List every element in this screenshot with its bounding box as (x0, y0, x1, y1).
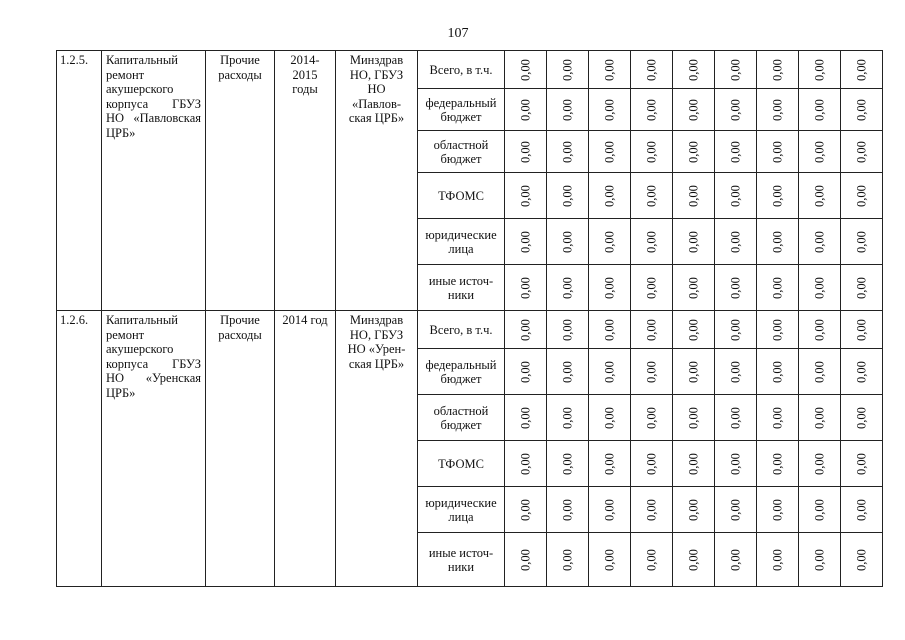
value-text: 0,00 (854, 360, 868, 383)
funding-source-label: иные источ- ники (418, 533, 505, 587)
value-text: 0,00 (812, 230, 826, 253)
value-cell (631, 51, 673, 89)
value-text: 0,00 (728, 498, 742, 521)
value-cell (505, 219, 547, 265)
value-cell (631, 533, 673, 587)
value-cell (547, 173, 589, 219)
value-text: 0,00 (728, 140, 742, 163)
value-text: 0,00 (560, 452, 574, 475)
value-text: 0,00 (812, 548, 826, 571)
value-text: 0,00 (854, 406, 868, 429)
value-text: 0,00 (518, 498, 532, 521)
item-name: Капитальный ремонт акушерского корпуса ГБУЗ НО «Уренская ЦРБ» (102, 311, 206, 587)
value-text: 0,00 (854, 276, 868, 299)
value-cell (505, 51, 547, 89)
value-cell (673, 487, 715, 533)
table-body (57, 51, 883, 587)
value-text: 0,00 (602, 98, 616, 121)
value-text: 0,00 (686, 98, 700, 121)
value-cell (841, 395, 883, 441)
value-cell (631, 219, 673, 265)
value-text: 0,00 (602, 498, 616, 521)
value-cell (505, 533, 547, 587)
value-text: 0,00 (770, 318, 784, 341)
value-text: 0,00 (686, 58, 700, 81)
item-period: 2014 год (275, 311, 336, 587)
value-text: 0,00 (644, 98, 658, 121)
value-cell (631, 311, 673, 349)
value-cell (841, 349, 883, 395)
value-cell (841, 487, 883, 533)
value-text: 0,00 (854, 140, 868, 163)
value-cell (841, 89, 883, 131)
value-text: 0,00 (812, 498, 826, 521)
value-cell (715, 219, 757, 265)
value-cell (841, 265, 883, 311)
value-text: 0,00 (770, 140, 784, 163)
value-text: 0,00 (602, 230, 616, 253)
value-text: 0,00 (854, 452, 868, 475)
value-cell (673, 219, 715, 265)
value-text: 0,00 (728, 276, 742, 299)
page-number: 107 (447, 26, 469, 41)
value-cell (547, 265, 589, 311)
value-cell (799, 349, 841, 395)
value-cell (631, 131, 673, 173)
value-text: 0,00 (644, 230, 658, 253)
value-cell (799, 173, 841, 219)
funding-source-label: областной бюджет (418, 131, 505, 173)
value-cell (841, 173, 883, 219)
value-cell (841, 131, 883, 173)
item-name: Капитальный ремонт акушерского корпуса ГБУЗ НО «Павловская ЦРБ» (102, 51, 206, 311)
value-cell (799, 219, 841, 265)
value-cell (673, 533, 715, 587)
value-text: 0,00 (770, 58, 784, 81)
value-text: 0,00 (686, 140, 700, 163)
value-cell (757, 265, 799, 311)
value-cell (841, 441, 883, 487)
value-text: 0,00 (644, 452, 658, 475)
value-text: 0,00 (686, 184, 700, 207)
value-cell (631, 265, 673, 311)
value-cell (757, 131, 799, 173)
value-text: 0,00 (602, 452, 616, 475)
value-cell (715, 173, 757, 219)
value-cell (547, 89, 589, 131)
value-cell (547, 349, 589, 395)
value-text: 0,00 (518, 230, 532, 253)
value-text: 0,00 (560, 58, 574, 81)
value-cell (757, 349, 799, 395)
value-text: 0,00 (518, 360, 532, 383)
value-text: 0,00 (854, 184, 868, 207)
value-text: 0,00 (812, 98, 826, 121)
value-cell (757, 51, 799, 89)
item-number: 1.2.6. (57, 311, 102, 587)
value-text: 0,00 (644, 276, 658, 299)
value-text: 0,00 (728, 406, 742, 429)
value-text: 0,00 (770, 548, 784, 571)
value-text: 0,00 (728, 98, 742, 121)
value-cell (631, 173, 673, 219)
funding-source-label: Всего, в т.ч. (418, 311, 505, 349)
value-cell (799, 51, 841, 89)
value-text: 0,00 (686, 548, 700, 571)
expense-type: Прочие расходы (206, 51, 275, 311)
value-text: 0,00 (602, 276, 616, 299)
value-cell (715, 131, 757, 173)
value-text: 0,00 (560, 230, 574, 253)
value-text: 0,00 (812, 184, 826, 207)
value-cell (715, 349, 757, 395)
table-row (57, 51, 883, 89)
value-text: 0,00 (518, 548, 532, 571)
value-text: 0,00 (602, 360, 616, 383)
value-text: 0,00 (728, 548, 742, 571)
value-text: 0,00 (770, 276, 784, 299)
funding-source-label: ТФОМС (418, 173, 505, 219)
value-cell (505, 441, 547, 487)
value-text: 0,00 (812, 276, 826, 299)
value-text: 0,00 (518, 184, 532, 207)
value-text: 0,00 (686, 276, 700, 299)
funding-source-label: федеральный бюджет (418, 89, 505, 131)
value-text: 0,00 (644, 140, 658, 163)
value-cell (757, 441, 799, 487)
value-text: 0,00 (560, 318, 574, 341)
value-cell (505, 265, 547, 311)
value-cell (547, 533, 589, 587)
value-text: 0,00 (770, 406, 784, 429)
value-cell (547, 487, 589, 533)
value-text: 0,00 (644, 184, 658, 207)
value-cell (589, 395, 631, 441)
value-cell (631, 349, 673, 395)
value-text: 0,00 (770, 452, 784, 475)
value-cell (715, 89, 757, 131)
value-text: 0,00 (728, 184, 742, 207)
value-text: 0,00 (812, 406, 826, 429)
value-text: 0,00 (770, 360, 784, 383)
value-text: 0,00 (812, 452, 826, 475)
value-text: 0,00 (602, 184, 616, 207)
value-text: 0,00 (602, 406, 616, 429)
value-cell (799, 533, 841, 587)
value-text: 0,00 (854, 98, 868, 121)
value-text: 0,00 (602, 58, 616, 81)
value-cell (673, 441, 715, 487)
funding-source-label: иные источ- ники (418, 265, 505, 311)
value-cell (631, 441, 673, 487)
value-cell (715, 441, 757, 487)
value-text: 0,00 (560, 360, 574, 383)
value-cell (673, 51, 715, 89)
value-text: 0,00 (518, 452, 532, 475)
value-cell (757, 533, 799, 587)
value-text: 0,00 (686, 230, 700, 253)
value-cell (505, 349, 547, 395)
value-cell (547, 311, 589, 349)
value-text: 0,00 (644, 318, 658, 341)
value-text: 0,00 (770, 184, 784, 207)
value-text: 0,00 (686, 406, 700, 429)
value-cell (505, 173, 547, 219)
value-cell (757, 89, 799, 131)
value-cell (799, 131, 841, 173)
item-executor: Минздрав НО, ГБУЗ НО «Урен- ская ЦРБ» (336, 311, 418, 587)
value-cell (673, 89, 715, 131)
value-cell (547, 51, 589, 89)
item-executor: Минздрав НО, ГБУЗ НО «Павлов- ская ЦРБ» (336, 51, 418, 311)
value-text: 0,00 (686, 452, 700, 475)
value-text: 0,00 (728, 318, 742, 341)
value-cell (631, 395, 673, 441)
value-cell (799, 265, 841, 311)
value-cell (589, 349, 631, 395)
value-text: 0,00 (644, 406, 658, 429)
value-text: 0,00 (518, 276, 532, 299)
value-cell (757, 311, 799, 349)
value-text: 0,00 (854, 230, 868, 253)
value-cell (799, 395, 841, 441)
value-cell (715, 51, 757, 89)
value-text: 0,00 (728, 58, 742, 81)
value-text: 0,00 (518, 406, 532, 429)
value-cell (673, 131, 715, 173)
value-text: 0,00 (560, 98, 574, 121)
value-text: 0,00 (560, 548, 574, 571)
value-cell (673, 349, 715, 395)
value-cell (547, 395, 589, 441)
value-cell (799, 311, 841, 349)
value-cell (757, 487, 799, 533)
value-cell (505, 311, 547, 349)
value-text: 0,00 (644, 498, 658, 521)
value-text: 0,00 (812, 140, 826, 163)
value-text: 0,00 (812, 58, 826, 81)
expense-type: Прочие расходы (206, 311, 275, 587)
value-cell (757, 219, 799, 265)
value-cell (589, 265, 631, 311)
value-cell (547, 219, 589, 265)
value-cell (799, 89, 841, 131)
value-cell (799, 487, 841, 533)
table-row (57, 311, 883, 349)
value-cell (589, 311, 631, 349)
value-cell (505, 395, 547, 441)
value-text: 0,00 (770, 498, 784, 521)
funding-source-label: юридические лица (418, 219, 505, 265)
value-cell (715, 395, 757, 441)
value-cell (673, 265, 715, 311)
value-text: 0,00 (602, 318, 616, 341)
item-period: 2014- 2015 годы (275, 51, 336, 311)
value-text: 0,00 (728, 230, 742, 253)
value-text: 0,00 (560, 184, 574, 207)
value-text: 0,00 (644, 360, 658, 383)
value-cell (589, 487, 631, 533)
value-cell (673, 311, 715, 349)
value-cell (757, 395, 799, 441)
value-text: 0,00 (644, 548, 658, 571)
value-cell (589, 131, 631, 173)
value-text: 0,00 (560, 498, 574, 521)
value-cell (589, 441, 631, 487)
value-text: 0,00 (560, 276, 574, 299)
value-cell (715, 487, 757, 533)
value-cell (715, 533, 757, 587)
value-text: 0,00 (728, 452, 742, 475)
item-number: 1.2.5. (57, 51, 102, 311)
value-text: 0,00 (854, 498, 868, 521)
value-cell (631, 89, 673, 131)
value-text: 0,00 (728, 360, 742, 383)
value-cell (589, 173, 631, 219)
value-text: 0,00 (812, 318, 826, 341)
value-text: 0,00 (518, 58, 532, 81)
value-cell (757, 173, 799, 219)
funding-source-label: федеральный бюджет (418, 349, 505, 395)
value-text: 0,00 (854, 58, 868, 81)
value-cell (841, 219, 883, 265)
budget-table (56, 50, 883, 587)
value-cell (547, 131, 589, 173)
value-cell (841, 533, 883, 587)
value-text: 0,00 (602, 140, 616, 163)
value-text: 0,00 (686, 318, 700, 341)
value-text: 0,00 (518, 318, 532, 341)
value-cell (631, 487, 673, 533)
value-cell (715, 311, 757, 349)
value-text: 0,00 (560, 406, 574, 429)
funding-source-label: юридические лица (418, 487, 505, 533)
value-cell (589, 51, 631, 89)
value-text: 0,00 (854, 548, 868, 571)
value-text: 0,00 (518, 140, 532, 163)
value-cell (589, 89, 631, 131)
value-cell (799, 441, 841, 487)
funding-source-label: ТФОМС (418, 441, 505, 487)
value-cell (841, 51, 883, 89)
value-cell (505, 89, 547, 131)
value-text: 0,00 (644, 58, 658, 81)
value-text: 0,00 (518, 98, 532, 121)
value-text: 0,00 (602, 548, 616, 571)
value-text: 0,00 (686, 360, 700, 383)
value-text: 0,00 (770, 98, 784, 121)
value-text: 0,00 (812, 360, 826, 383)
value-text: 0,00 (560, 140, 574, 163)
value-cell (505, 131, 547, 173)
value-cell (673, 173, 715, 219)
funding-source-label: Всего, в т.ч. (418, 51, 505, 89)
value-cell (547, 441, 589, 487)
value-cell (505, 487, 547, 533)
value-cell (715, 265, 757, 311)
value-cell (841, 311, 883, 349)
value-cell (673, 395, 715, 441)
value-cell (589, 533, 631, 587)
value-text: 0,00 (770, 230, 784, 253)
value-text: 0,00 (854, 318, 868, 341)
funding-source-label: областной бюджет (418, 395, 505, 441)
value-cell (589, 219, 631, 265)
value-text: 0,00 (686, 498, 700, 521)
